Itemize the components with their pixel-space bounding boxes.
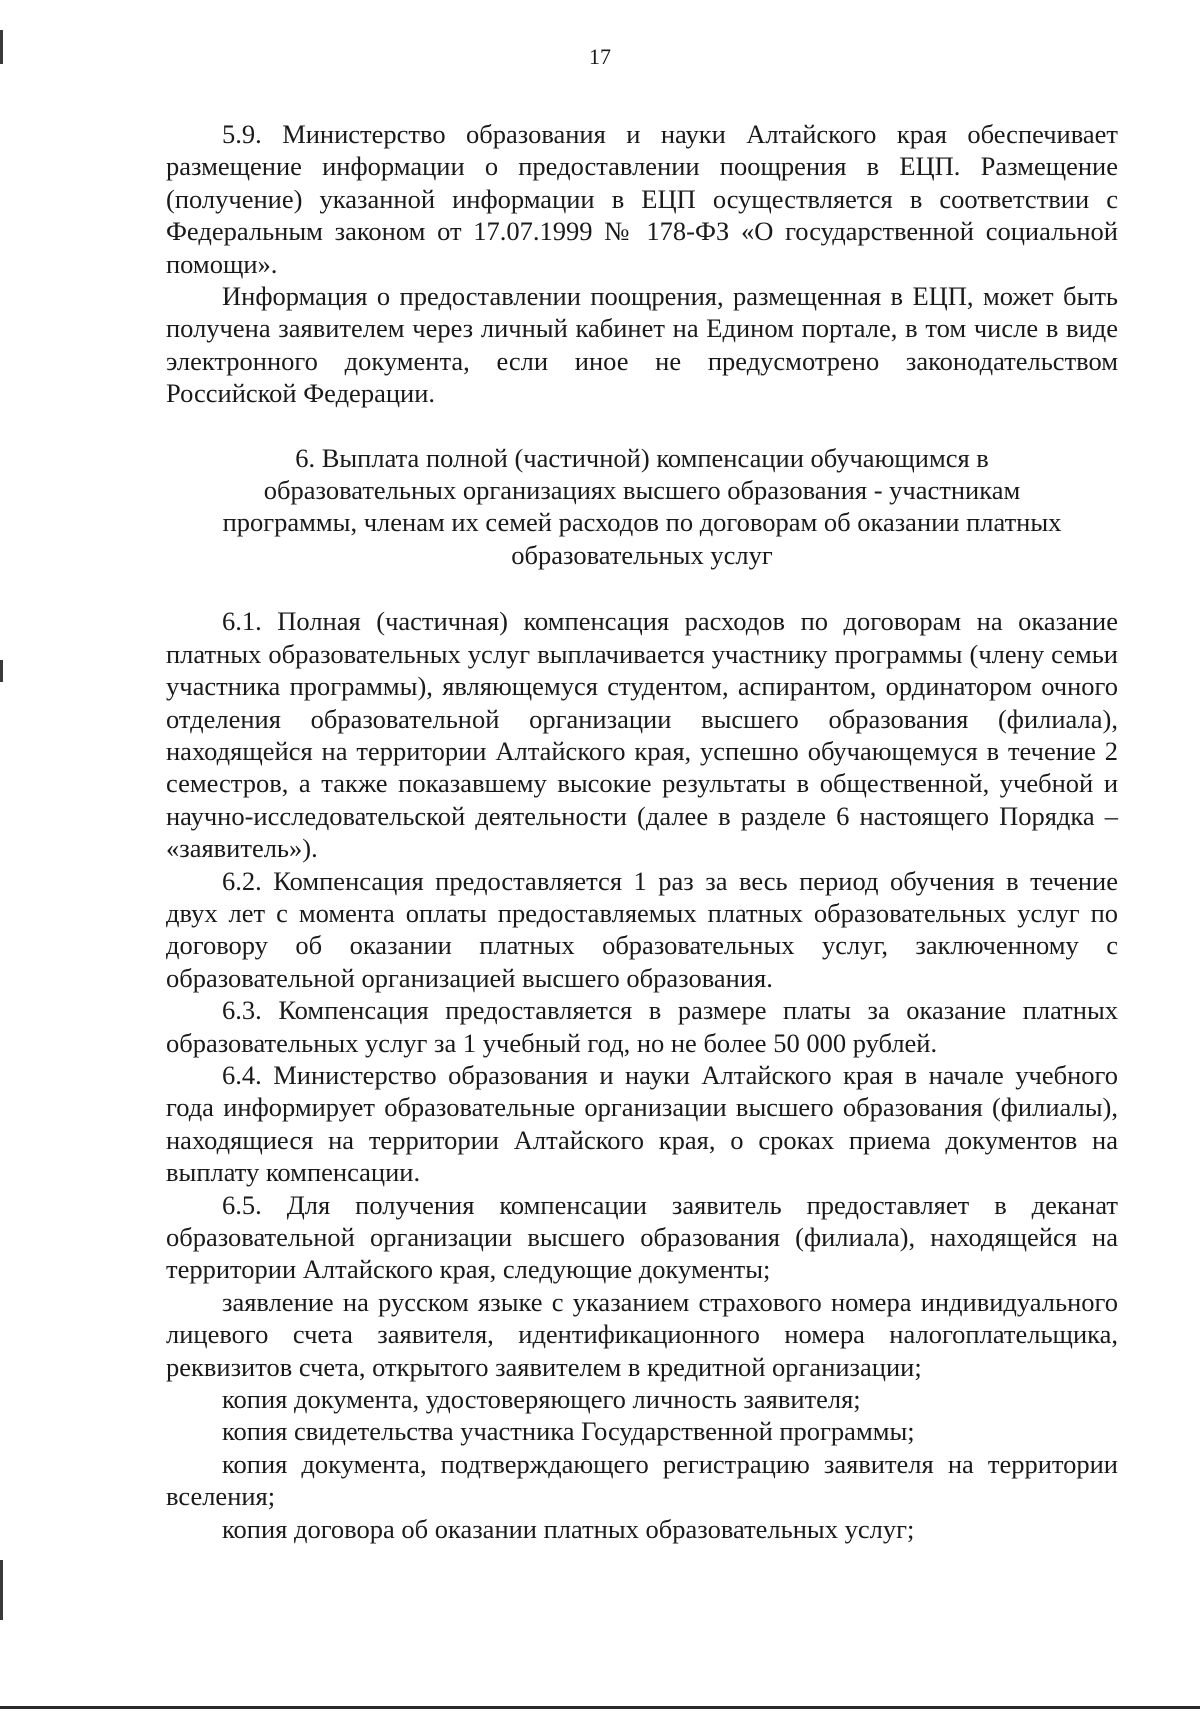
scan-edge-mark — [0, 1560, 3, 1620]
list-item-registration-copy: копия документа, подтверждающего регистрацию заявителя на территории вселения; — [166, 1448, 1118, 1512]
list-item-identity-copy: копия документа, удостоверяющего личность заявителя; — [222, 1384, 861, 1415]
section-6-heading — [166, 442, 1118, 572]
paragraph-6-3: 6.3. Компенсация предоставляется в размере платы за оказание платных образовательных услуг за 1 учебный год, но не более 50 000 рублей. — [166, 995, 1118, 1058]
spacer — [166, 410, 1118, 442]
list-item-contract-copy: копия договора об оказании платных образовательных услуг; — [222, 1513, 915, 1544]
paragraph-6-5: 6.5. Для получения компенсации заявитель предоставляет в деканат образовательной организации высшего образования (филиала), находящейся на территории Алтайского края, следующие документы; — [166, 1189, 1118, 1285]
list-item-application: заявление на русском языке с указанием страхового номера индивидуального лицевого счета заявителя, идентификационного номера налогоплательщика, реквизитов счета, открытого заявителем в кредитной организации; — [166, 1286, 1118, 1382]
paragraph-6-1: 6.1. Полная (частичная) компенсация расходов по договорам на оказание платных образовательных услуг выплачивается участнику программы (члену семьи участника программы), являющемуся студентом, аспирантом, ординатором очного отделения образовательной организации высшего образования (филиала), находящейся на территории Алтайского края, успешно обучающемуся в течение 2 семестров, а также показавшему высокие результаты в общественной, учебной и научно-исследовательской деятельности (далее в разделе 6 настоящего Порядка – «заявитель»). — [166, 606, 1118, 864]
spacer — [166, 571, 1118, 605]
paragraph-info: Информация о предоставлении поощрения, размещенная в ЕЦП, может быть получена заявителем через личный кабинет на Едином портале, в том числе в виде электронного документа, если иное не предусмотрено законодательством Российской Федерации. — [166, 281, 1118, 409]
list-item-certificate-copy: копия свидетельства участника Государственной программы; — [222, 1416, 915, 1447]
section-heading-line: образовательных организациях высшего образования - участникам — [263, 475, 1021, 506]
paragraph-5-9: 5.9. Министерство образования и науки Алтайского края обеспечивает размещение информации о предоставлении поощрения в ЕЦП. Размещение (получение) указанной информации в ЕЦП осуществляется в соответствии с Федеральным законом от 17.07.1999 № 178-ФЗ «О государственной социальной помощи». — [166, 119, 1118, 279]
page-number: 17 — [589, 44, 611, 69]
section-heading-line: программы, членам их семей расходов по договорам об оказании платных — [222, 507, 1062, 538]
document-body — [166, 118, 1118, 1545]
section-heading-line: образовательных услуг — [511, 539, 773, 570]
paragraph-6-2: 6.2. Компенсация предоставляется 1 раз за весь период обучения в течение двух лет с момента оплаты предоставляемых платных образовательных услуг по договору об оказании платных образовательных услуг, заключенному с образовательной организацией высшего образования. — [166, 865, 1118, 993]
section-heading-line: 6. Выплата полной (частичной) компенсации обучающимся в — [295, 442, 989, 473]
scan-edge-mark — [0, 660, 3, 682]
scan-bottom-edge — [0, 1706, 1200, 1709]
paragraph-6-4: 6.4. Министерство образования и науки Алтайского края в начале учебного года информирует образовательные организации высшего образования (филиалы), находящиеся на территории Алтайского края, о сроках приема документов на выплату компенсации. — [166, 1059, 1118, 1188]
